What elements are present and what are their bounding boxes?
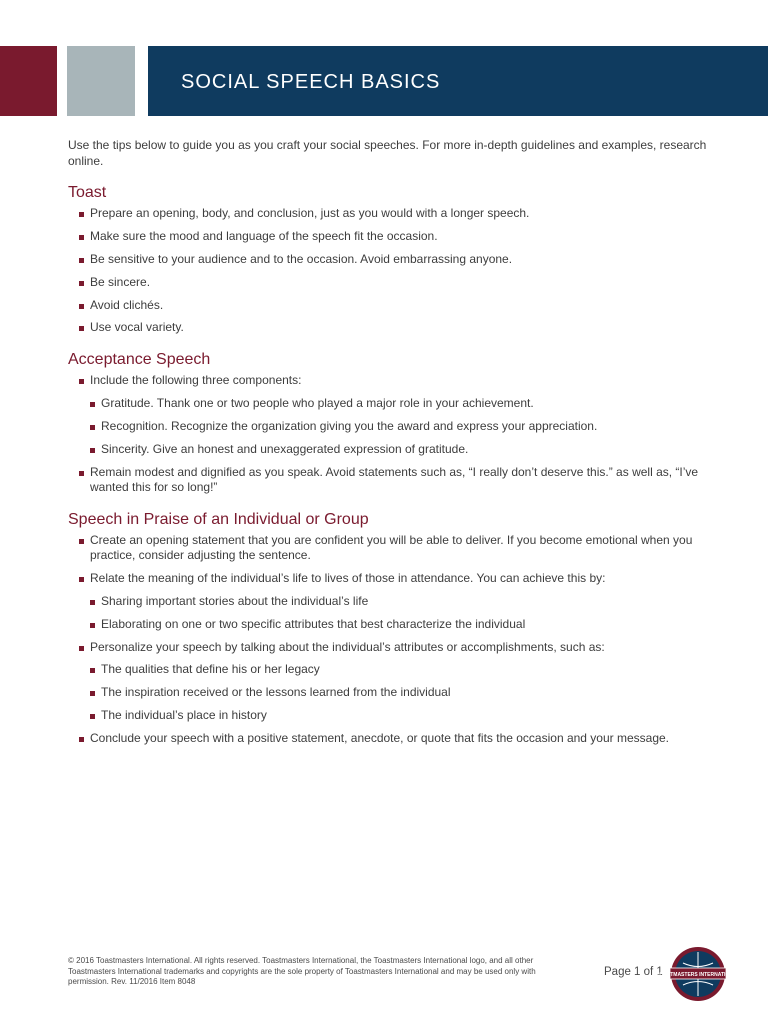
section-heading: Toast [68, 184, 107, 201]
sections-container [68, 183, 708, 747]
copyright-text: © 2016 Toastmasters International. All rights reserved. Toastmasters International, the Toastmasters International logo, and all other Toastmasters International trademarks and copyrights are the sole property of Toastmasters International and may be used only with permission. Rev. 11/2016 Item 8048 [68, 956, 536, 986]
toastmasters-logo [656, 946, 740, 1002]
section [68, 183, 708, 336]
section-heading: Acceptance Speech [68, 350, 211, 368]
bullet-list [68, 533, 708, 747]
bullet-item: Make sure the mood and language of the speech fit the occasion. [68, 229, 708, 245]
header-banner [148, 46, 768, 116]
header-red-block [0, 46, 57, 116]
page-number: Page 1 of 1 [604, 966, 663, 978]
bullet-item: Be sensitive to your audience and to the occasion. Avoid embarrassing anyone. [68, 252, 708, 268]
section-heading: Speech in Praise of an Individual or Group [68, 510, 369, 528]
sub-bullet-item: Elaborating on one or two specific attributes that best characterize the individual [68, 617, 708, 633]
bullet-item: Prepare an opening, body, and conclusion, just as you would with a longer speech. [68, 206, 708, 222]
sub-bullet-item: Gratitude. Thank one or two people who played a major role in your achievement. [68, 396, 708, 412]
bullet-item: Use vocal variety. [68, 320, 708, 336]
bullet-item: Include the following three components: [68, 373, 708, 389]
sub-bullet-item: The inspiration received or the lessons learned from the individual [68, 685, 708, 701]
section [68, 510, 708, 747]
logo-text: TOASTMASTERS INTERNATIONAL [656, 972, 740, 978]
section [68, 350, 708, 496]
bullet-list [68, 373, 708, 496]
sub-bullet-item: Sharing important stories about the individual’s life [68, 594, 708, 610]
page-title: SOCIAL SPEECH BASICS [181, 71, 441, 93]
bullet-item: Avoid clichés. [68, 298, 708, 314]
bullet-item: Personalize your speech by talking about the individual’s attributes or accomplishments, such as: [68, 640, 708, 656]
sub-bullet-item: The qualities that define his or her legacy [68, 662, 708, 678]
header-gray-block [67, 46, 135, 116]
bullet-item: Be sincere. [68, 275, 708, 291]
sub-bullet-item: Sincerity. Give an honest and unexaggerated expression of gratitude. [68, 442, 708, 458]
sub-bullet-item: Recognition. Recognize the organization giving you the award and express your appreciation. [68, 419, 708, 435]
sub-bullet-item: The individual’s place in history [68, 708, 708, 724]
bullet-item: Remain modest and dignified as you speak. Avoid statements such as, “I really don’t deserve this.” as well as, “I’ve wanted this for so long!” [68, 465, 708, 496]
document-body [68, 137, 708, 754]
bullet-item: Create an opening statement that you are confident you will be able to deliver. If you become emotional when you practice, consider adjusting the sentence. [68, 533, 708, 564]
bullet-item: Conclude your speech with a positive statement, anecdote, or quote that fits the occasion and your message. [68, 731, 708, 747]
bullet-list [68, 206, 708, 336]
bullet-item: Relate the meaning of the individual’s life to lives of those in attendance. You can achieve this by: [68, 571, 708, 587]
intro-text: Use the tips below to guide you as you craft your social speeches. For more in-depth guidelines and examples, research online. [68, 138, 707, 168]
